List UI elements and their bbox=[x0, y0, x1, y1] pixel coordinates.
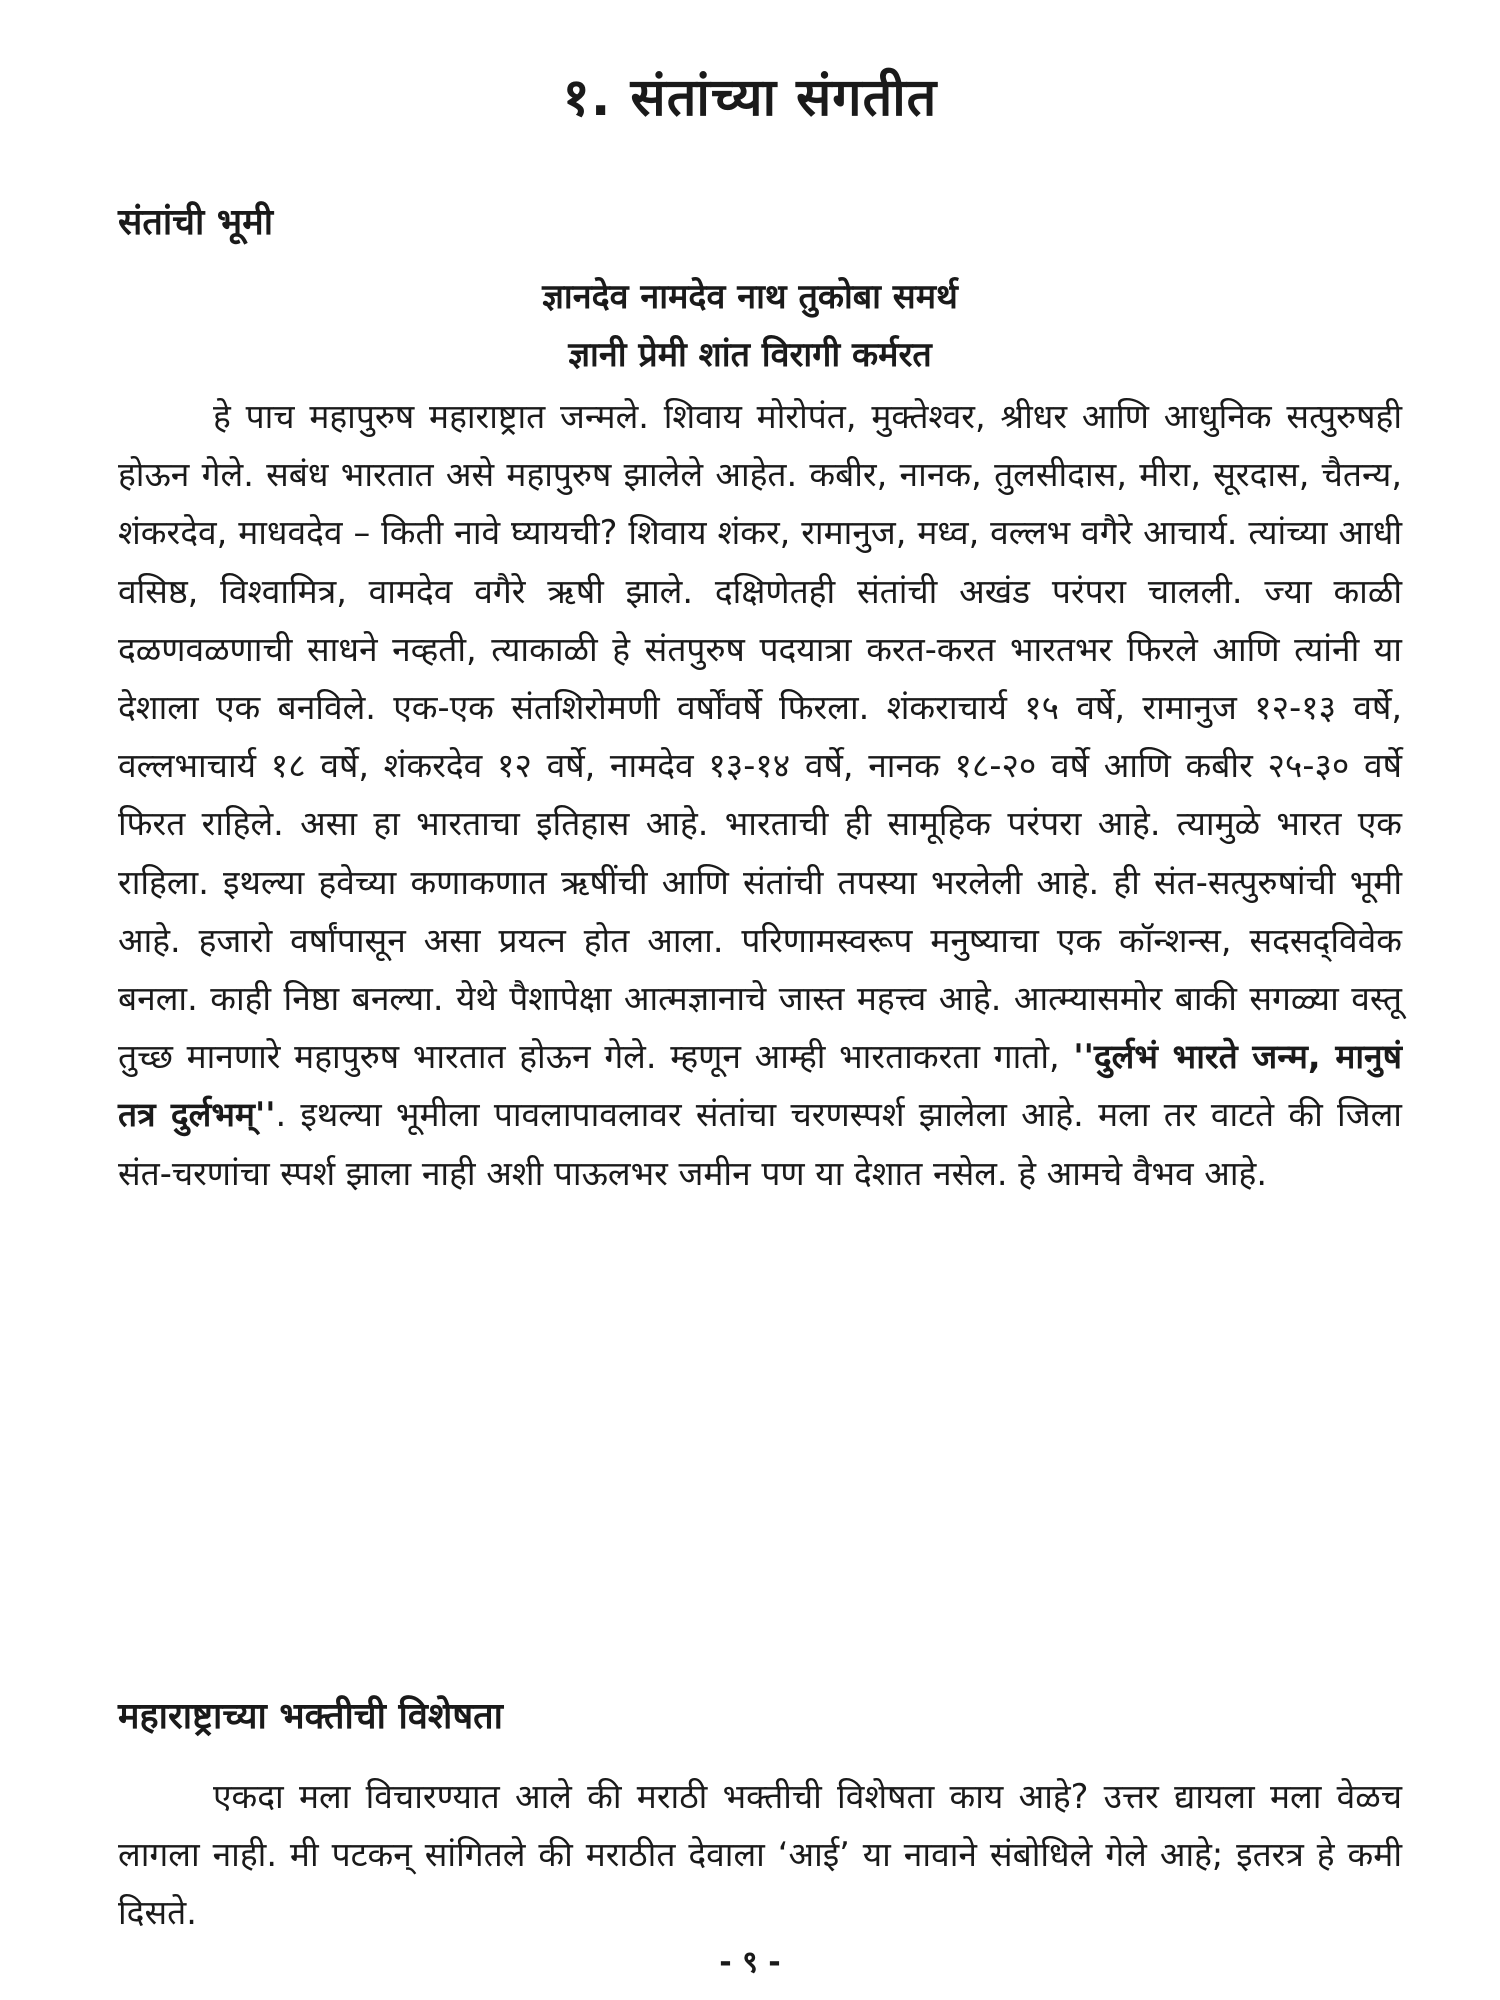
verse-line-2: ज्ञानी प्रेमी शांत विरागी कर्मरत bbox=[568, 335, 932, 375]
paragraph-text-after-quote: . इथल्या भूमीला पावलापावलावर संतांचा चरणस्पर्श झालेला आहे. मला तर वाटते की जिला संत-चरणांचा स्पर्श झाला नाही अशी पाऊलभर जमीन पण या देशात नसेल. हे आमचे वैभव आहे. bbox=[118, 1095, 1402, 1193]
sanskrit-quote: ''दुर्लभं भारते जन्म, मानुषं तत्र दुर्लभम्'' bbox=[118, 1037, 1403, 1135]
chapter-title: १. संतांच्या संगतीत bbox=[562, 68, 938, 128]
page-number: - ९ - bbox=[719, 1945, 781, 1980]
paragraph-text: एकदा मला विचारण्यात आले की मराठी भक्तीची विशेषता काय आहे? उत्तर द्यायला मला वेळच लागला नाही. मी पटकन्‌ सांगितले की मराठीत देवाला ‘आई’ या नावाने संबोधिले गेले आहे; इतरत्र हे कमी दिसते. bbox=[118, 1777, 1402, 1933]
section-heading-santanchi-bhumi: संतांची भूमी bbox=[118, 202, 274, 243]
paragraph-santanchi-bhumi bbox=[118, 388, 1402, 1203]
paragraph-text-before-quote: हे पाच महापुरुष महाराष्ट्रात जन्मले. शिवाय मोरोपंत, मुक्तेश्वर, श्रीधर आणि आधुनिक सत्पुरुषही होऊन गेले. सबंध भारतात असे महापुरुष झालेले आहेत. कबीर, नानक, तुलसीदास, मीरा, सूरदास, चैतन्य, शंकरदेव, माधवदेव – किती नावे घ्यायची? शिवाय शंकर, रामानुज, मध्व, वल्लभ वगैरे आचार्य. त्यांच्या आधी वसिष्ठ, विश्वामित्र, वामदेव वगैरे ऋषी झाले. दक्षिणेतही संतांची अखंड परंपरा चालली. ज्या काळी दळणवळणाची साधने नव्हती, त्याकाळी हे संतपुरुष पदयात्रा करत-करत भारतभर फिरले आणि त्यांनी या देशाला एक बनविले. एक-एक संतशिरोमणी वर्षोंवर्षे फिरला. शंकराचार्य १५ वर्षे, रामानुज १२-१३ वर्षे, वल्लभाचार्य १८ वर्षे, शंकरदेव १२ वर्षे, नामदेव १३-१४ वर्षे, नानक १८-२० वर्षे आणि कबीर २५-३० वर्षे फिरत राहिले. असा हा भारताचा इतिहास आहे. भारताची ही सामूहिक परंपरा आहे. त्यामुळे भारत एक राहिला. इथल्या हवेच्या कणाकणात ऋषींची आणि संतांची तपस्या भरलेली आहे. ही संत-सत्पुरुषांची भूमी आहे. हजारो वर्षांपासून असा प्रयत्न होत आला. परिणामस्वरूप मनुष्याचा एक कॉन्शन्स, सदसद्‌विवेक बनला. काही निष्ठा बनल्या. येथे पैशापेक्षा आत्मज्ञानाचे जास्त महत्त्व आहे. आत्म्यासमोर बाकी सगळ्या वस्तू तुच्छ मानणारे महापुरुष भारतात होऊन गेले. म्हणून आम्ही भारताकरता गातो, bbox=[118, 397, 1402, 1077]
section-heading-maharashtra-bhakti: महाराष्ट्राच्या भक्तीची विशेषता bbox=[118, 1696, 503, 1737]
paragraph-maharashtra-bhakti bbox=[118, 1768, 1402, 1943]
verse-line-1: ज्ञानदेव नामदेव नाथ तुकोबा समर्थ bbox=[542, 277, 958, 317]
